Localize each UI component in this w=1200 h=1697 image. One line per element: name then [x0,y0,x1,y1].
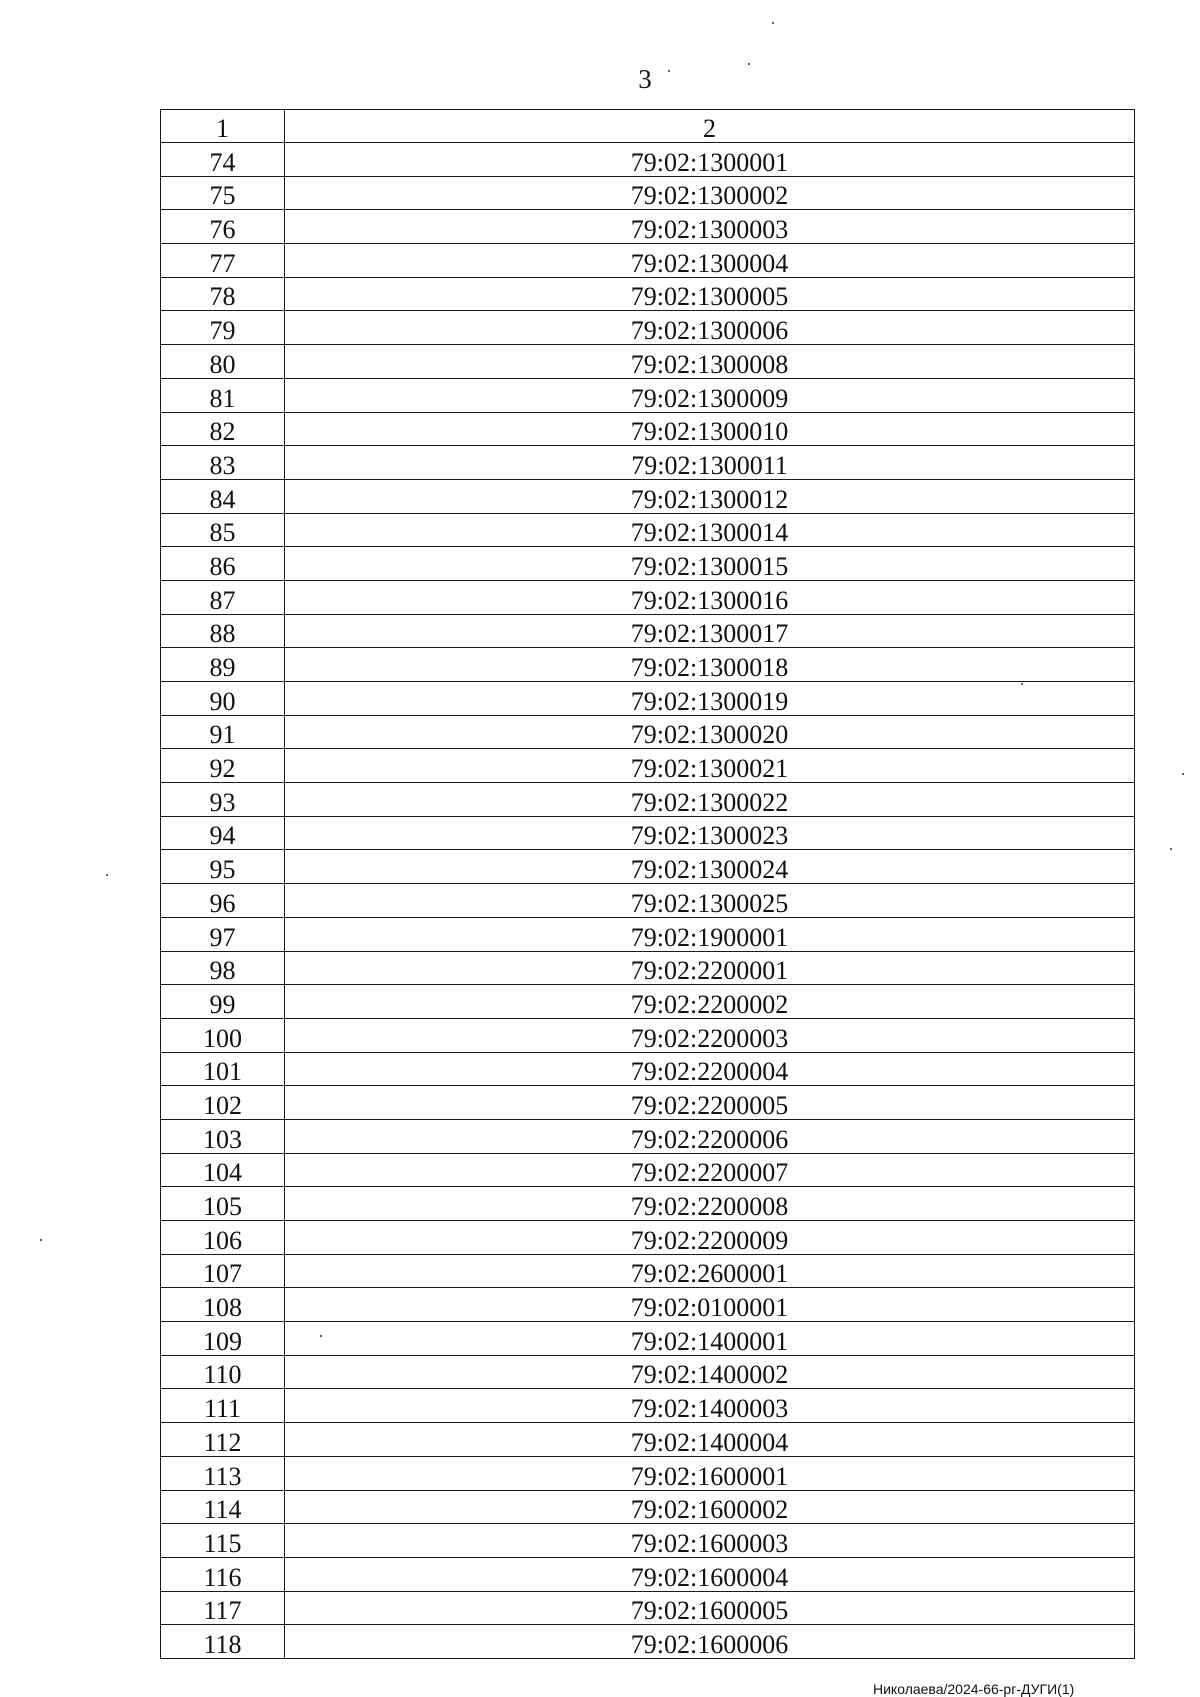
cadastral-number-cell: 79:02:1300009 [285,378,1135,412]
cadastral-number-cell: 79:02:1400001 [285,1322,1135,1356]
cadastral-number-cell: 79:02:1300004 [285,244,1135,278]
cadastral-number-cell: 79:02:2200001 [285,951,1135,985]
row-number-cell: 91 [161,715,285,749]
table-row [161,547,1135,581]
table-row [161,783,1135,817]
row-number-cell: 113 [161,1456,285,1490]
row-number-cell: 97 [161,917,285,951]
table-row [161,749,1135,783]
row-number-cell: 108 [161,1288,285,1322]
table-row [161,1625,1135,1659]
cadastral-number-cell: 79:02:1600002 [285,1490,1135,1524]
row-number-cell: 89 [161,648,285,682]
row-number-cell: 111 [161,1389,285,1423]
cadastral-number-cell: 79:02:1300022 [285,783,1135,817]
cadastral-number-cell: 79:02:1600004 [285,1557,1135,1591]
table-row [161,917,1135,951]
cadastral-number-cell: 79:02:1300018 [285,648,1135,682]
cadastral-number-cell: 79:02:1300008 [285,345,1135,379]
row-number-cell: 90 [161,682,285,716]
cadastral-number-cell: 79:02:2200004 [285,1052,1135,1086]
scan-speck [772,22,774,24]
row-number-cell: 92 [161,749,285,783]
row-number-cell: 98 [161,951,285,985]
cadastral-number-cell: 79:02:1300003 [285,210,1135,244]
cadastral-number-cell: 79:02:1300006 [285,311,1135,345]
table-row [161,985,1135,1019]
table-row [161,446,1135,480]
table-row [161,816,1135,850]
table-row [161,580,1135,614]
table-row [161,277,1135,311]
row-number-cell: 101 [161,1052,285,1086]
table-row [161,850,1135,884]
column-header-number: 1 [161,110,285,143]
row-number-cell: 75 [161,176,285,210]
table-row [161,1119,1135,1153]
row-number-cell: 100 [161,1018,285,1052]
table-row [161,1423,1135,1457]
scan-speck [1182,773,1184,775]
row-number-cell: 114 [161,1490,285,1524]
row-number-cell: 118 [161,1625,285,1659]
row-number-cell: 96 [161,884,285,918]
table-row [161,614,1135,648]
table-row [161,479,1135,513]
cadastral-number-cell: 79:02:1300001 [285,143,1135,177]
row-number-cell: 109 [161,1322,285,1356]
scan-speck [1021,683,1023,685]
table-row [161,682,1135,716]
row-number-cell: 78 [161,277,285,311]
table-row [161,412,1135,446]
table-row [161,1254,1135,1288]
cadastral-number-cell: 79:02:1600003 [285,1524,1135,1558]
table-body [161,143,1135,1659]
cadastral-number-cell: 79:02:1600005 [285,1591,1135,1625]
row-number-cell: 74 [161,143,285,177]
cadastral-number-cell: 79:02:1300016 [285,580,1135,614]
row-number-cell: 77 [161,244,285,278]
cadastral-number-cell: 79:02:1300023 [285,816,1135,850]
row-number-cell: 106 [161,1221,285,1255]
table-row [161,345,1135,379]
scan-speck [40,1239,42,1241]
table-row [161,1052,1135,1086]
cadastral-number-cell: 79:02:1300005 [285,277,1135,311]
cadastral-number-cell: 79:02:1900001 [285,917,1135,951]
scan-speck [748,63,750,65]
cadastral-number-cell: 79:02:2200008 [285,1187,1135,1221]
table-header-row [161,110,1135,143]
cadastral-number-cell: 79:02:1600001 [285,1456,1135,1490]
cadastral-number-cell: 79:02:1300012 [285,479,1135,513]
document-footer-code: Николаева/2024-66-рг-ДУГИ(1) [873,1681,1075,1697]
cadastral-number-cell: 79:02:2200003 [285,1018,1135,1052]
scan-speck [320,1335,322,1337]
cadastral-number-cell: 79:02:1300011 [285,446,1135,480]
row-number-cell: 117 [161,1591,285,1625]
row-number-cell: 82 [161,412,285,446]
table-row [161,648,1135,682]
table-row [161,1557,1135,1591]
table-row [161,1490,1135,1524]
row-number-cell: 115 [161,1524,285,1558]
table-row [161,1018,1135,1052]
row-number-cell: 112 [161,1423,285,1457]
table-row [161,951,1135,985]
table-row [161,176,1135,210]
cadastral-number-cell: 79:02:1300019 [285,682,1135,716]
table-row [161,1591,1135,1625]
cadastral-number-cell: 79:02:1300021 [285,749,1135,783]
row-number-cell: 94 [161,816,285,850]
table-row [161,1288,1135,1322]
cadastral-number-cell: 79:02:2200006 [285,1119,1135,1153]
cadastral-number-cell: 79:02:0100001 [285,1288,1135,1322]
row-number-cell: 86 [161,547,285,581]
cadastral-number-cell: 79:02:1300010 [285,412,1135,446]
table-row [161,1153,1135,1187]
cadastral-number-cell: 79:02:1300014 [285,513,1135,547]
cadastral-number-cell: 79:02:1600006 [285,1625,1135,1659]
table-row [161,378,1135,412]
row-number-cell: 110 [161,1355,285,1389]
cadastral-number-cell: 79:02:2600001 [285,1254,1135,1288]
table-row [161,715,1135,749]
row-number-cell: 81 [161,378,285,412]
scan-speck [668,70,670,72]
row-number-cell: 76 [161,210,285,244]
cadastral-number-cell: 79:02:1300017 [285,614,1135,648]
table-row [161,1355,1135,1389]
row-number-cell: 105 [161,1187,285,1221]
cadastral-number-table [160,109,1135,1659]
table-row [161,311,1135,345]
row-number-cell: 103 [161,1119,285,1153]
table-row [161,244,1135,278]
row-number-cell: 99 [161,985,285,1019]
cadastral-number-cell: 79:02:2200007 [285,1153,1135,1187]
column-header-cadastral: 2 [285,110,1135,143]
cadastral-number-cell: 79:02:1400002 [285,1355,1135,1389]
table-row [161,143,1135,177]
table-row [161,1389,1135,1423]
cadastral-number-cell: 79:02:2200009 [285,1221,1135,1255]
table-row [161,1086,1135,1120]
cadastral-number-cell: 79:02:1400003 [285,1389,1135,1423]
cadastral-number-cell: 79:02:1300015 [285,547,1135,581]
cadastral-number-cell: 79:02:2200002 [285,985,1135,1019]
cadastral-number-cell: 79:02:1300002 [285,176,1135,210]
row-number-cell: 87 [161,580,285,614]
table-row [161,1456,1135,1490]
table-row [161,1221,1135,1255]
row-number-cell: 102 [161,1086,285,1120]
table-row [161,1187,1135,1221]
row-number-cell: 79 [161,311,285,345]
page-number: 3 [638,64,652,94]
row-number-cell: 83 [161,446,285,480]
table-row [161,513,1135,547]
table-row [161,884,1135,918]
row-number-cell: 116 [161,1557,285,1591]
scan-speck [1170,848,1172,850]
row-number-cell: 80 [161,345,285,379]
table-row [161,1322,1135,1356]
cadastral-number-cell: 79:02:1400004 [285,1423,1135,1457]
scan-speck [106,874,108,876]
row-number-cell: 104 [161,1153,285,1187]
row-number-cell: 95 [161,850,285,884]
cadastral-number-cell: 79:02:1300020 [285,715,1135,749]
cadastral-number-cell: 79:02:2200005 [285,1086,1135,1120]
row-number-cell: 88 [161,614,285,648]
table-row [161,210,1135,244]
row-number-cell: 93 [161,783,285,817]
cadastral-number-cell: 79:02:1300025 [285,884,1135,918]
row-number-cell: 107 [161,1254,285,1288]
table-row [161,1524,1135,1558]
row-number-cell: 84 [161,479,285,513]
cadastral-number-cell: 79:02:1300024 [285,850,1135,884]
row-number-cell: 85 [161,513,285,547]
